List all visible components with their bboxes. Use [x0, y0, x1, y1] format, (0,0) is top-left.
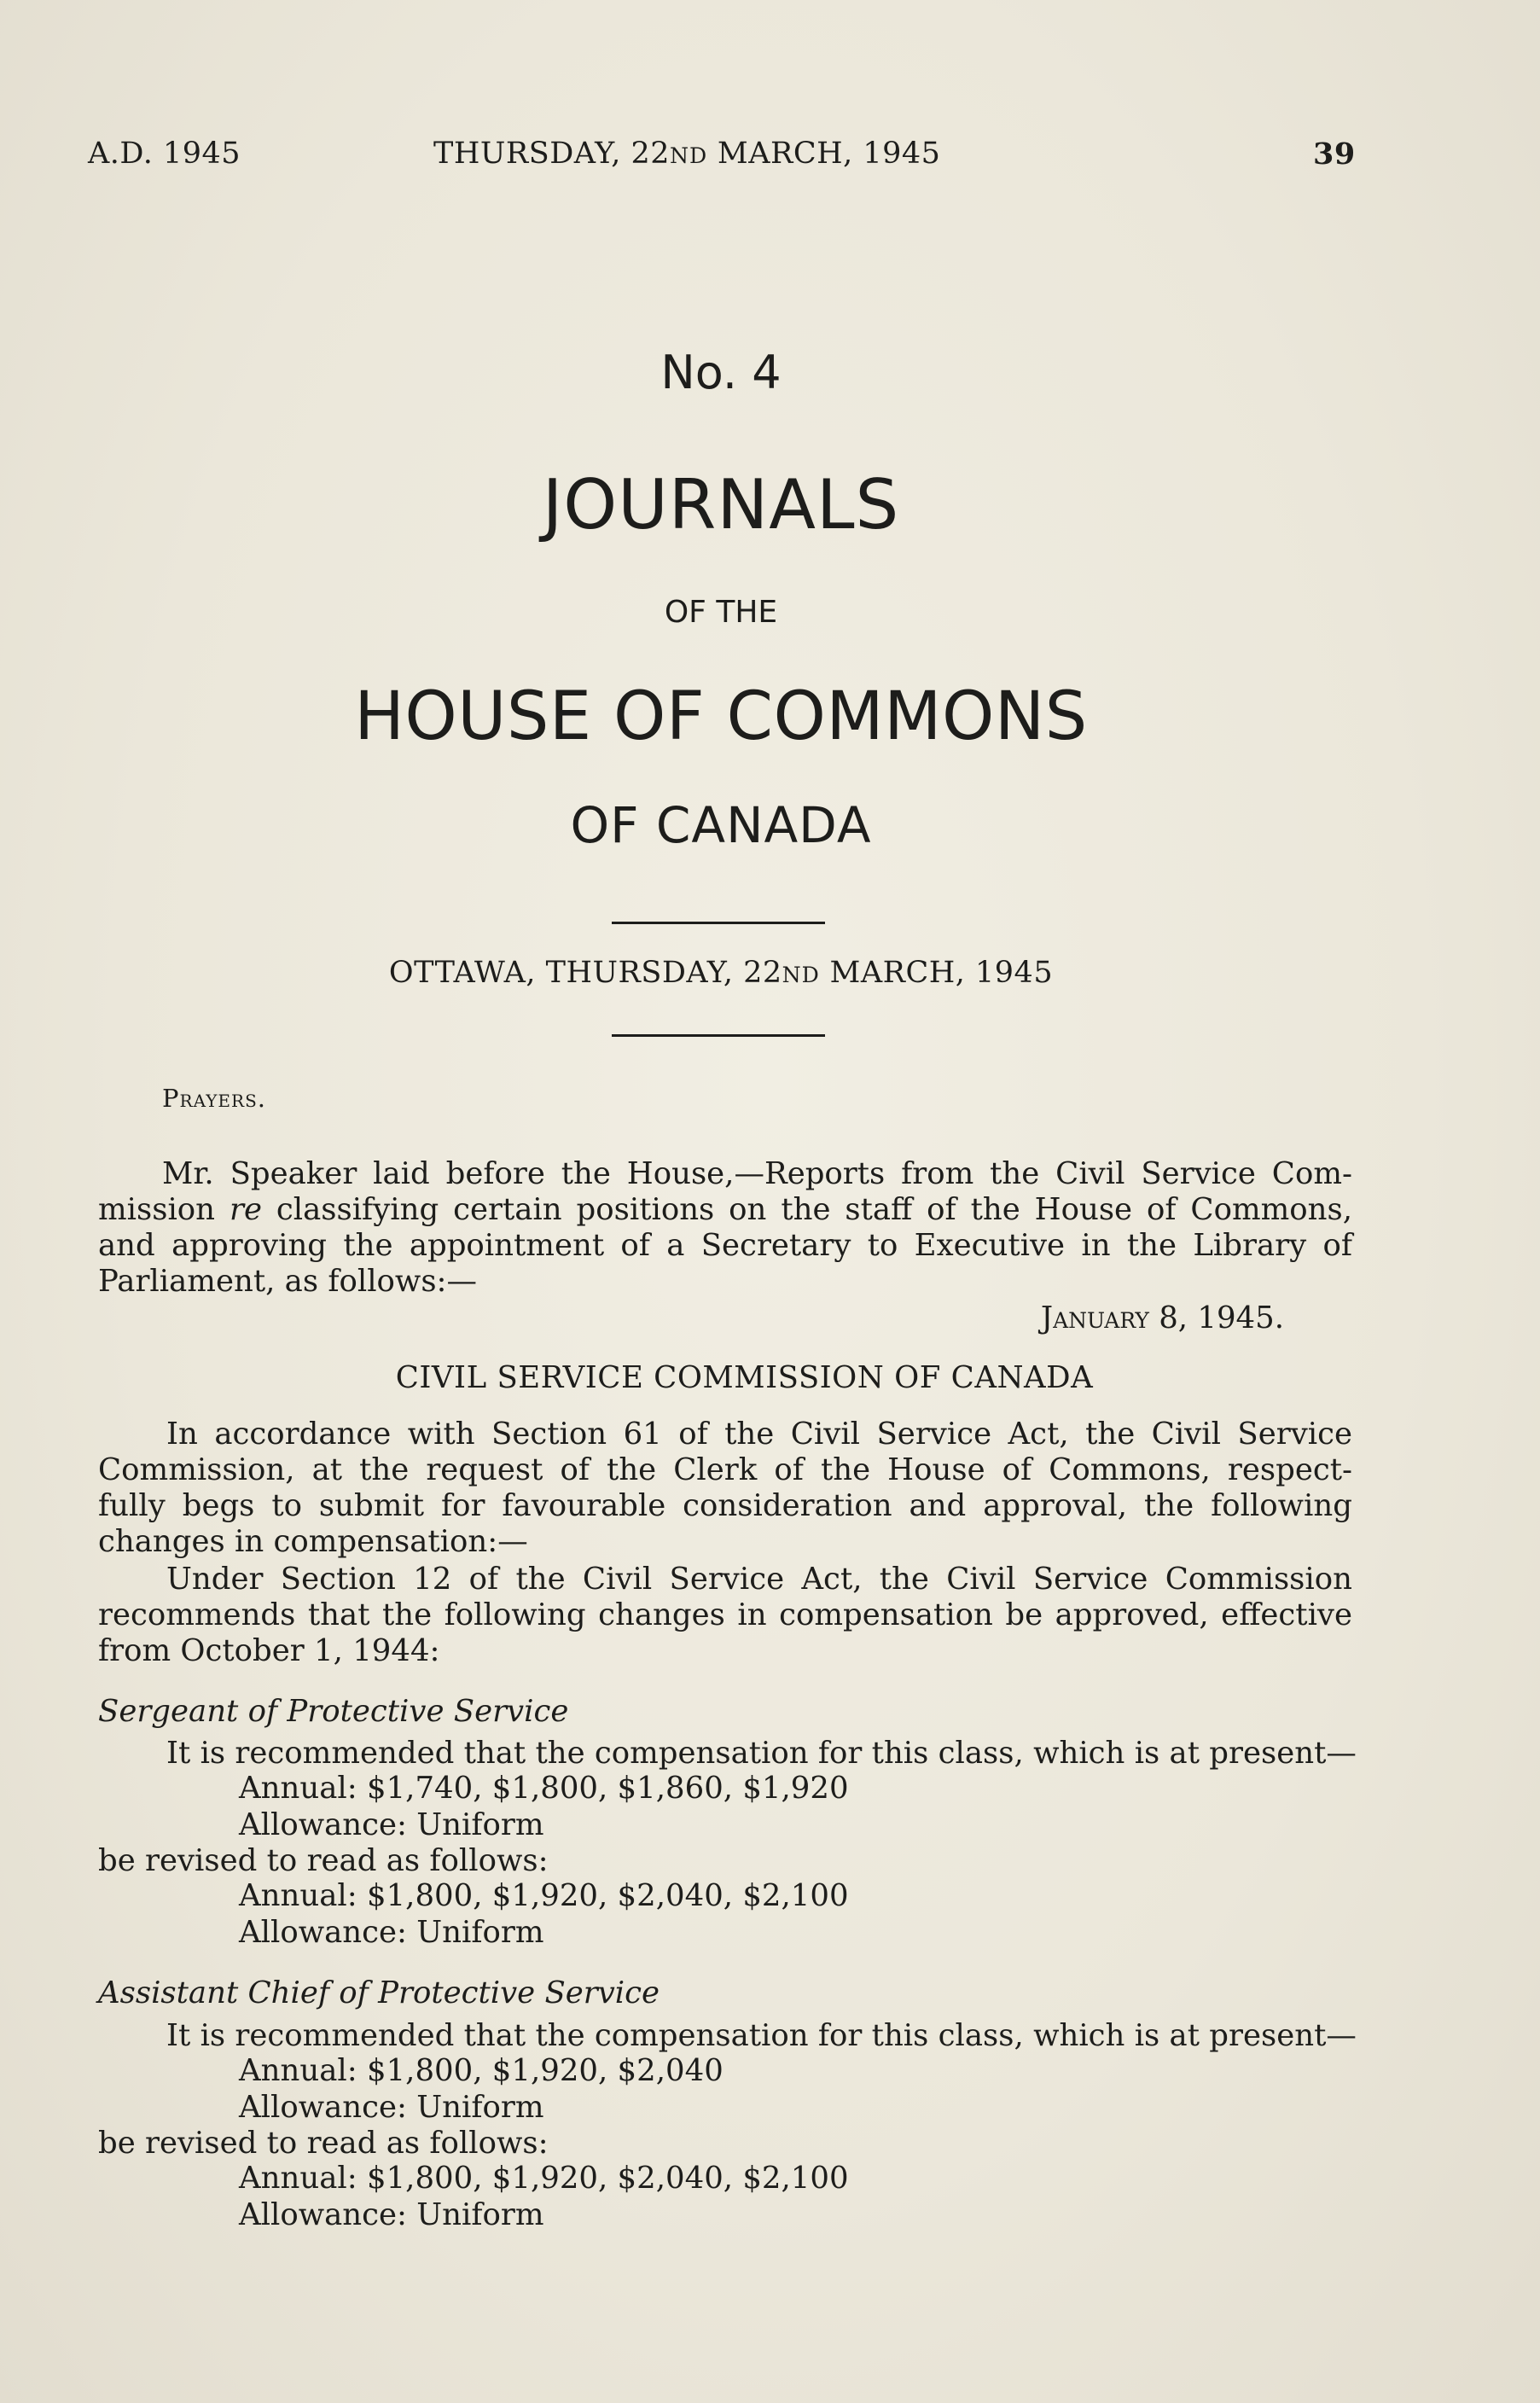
- sergeant-present-allowance: Allowance: Uniform: [239, 1807, 544, 1842]
- header-date: [433, 137, 940, 171]
- header-year: A.D. 1945: [88, 137, 241, 171]
- sitting-date-part2: MARCH, 1945: [819, 956, 1054, 990]
- prayers-heading: Prayers.: [162, 1084, 266, 1113]
- header-date-part2: MARCH, 1945: [707, 137, 941, 171]
- intro-line-2b: classifying certain positions on the staff of the House of Commons,: [261, 1192, 1353, 1227]
- sitting-date: [0, 956, 1442, 990]
- sergeant-revised-annual: Annual: $1,800, $1,920, $2,040, $2,100: [239, 1878, 849, 1913]
- section12-paragraph: [98, 1562, 1352, 1669]
- sitting-date-ordinal: ND: [782, 963, 820, 987]
- section-heading-assistant-chief: Assistant Chief of Protective Service: [98, 1975, 660, 2010]
- title-of-the: OF THE: [664, 595, 778, 630]
- para1-line-4: changes in compensation:—: [98, 1524, 528, 1559]
- para1-line-2: Commission, at the request of the Clerk of the House of Commons, respect-: [98, 1452, 1352, 1487]
- assistant-chief-present-allowance: Allowance: Uniform: [239, 2090, 544, 2125]
- assistant-chief-recommend: It is recommended that the compensation for this class, which is at present—: [166, 2018, 1357, 2053]
- sergeant-revised-allowance: Allowance: Uniform: [239, 1915, 544, 1950]
- assistant-chief-revised-allowance: Allowance: Uniform: [239, 2197, 544, 2232]
- sitting-date-part1: OTTAWA, THURSDAY, 22: [388, 956, 782, 990]
- para1-line-3: fully begs to submit for favourable consideration and approval, the following: [98, 1488, 1352, 1523]
- intro-line-1: Mr. Speaker laid before the House,—Reports from the Civil Service Com-: [162, 1156, 1352, 1191]
- sergeant-revised-label: be revised to read as follows:: [98, 1843, 549, 1878]
- title-journals: JOURNALS: [542, 465, 900, 544]
- letter-date: January 8, 1945.: [1040, 1300, 1284, 1335]
- assistant-chief-present-annual: Annual: $1,800, $1,920, $2,040: [239, 2053, 724, 2088]
- title-of-canada: OF CANADA: [570, 796, 872, 854]
- section-heading-sergeant: Sergeant of Protective Service: [98, 1694, 569, 1729]
- title-house-of-commons: HOUSE OF COMMONS: [354, 678, 1088, 755]
- sergeant-present-annual: Annual: $1,740, $1,800, $1,860, $1,920: [239, 1771, 849, 1806]
- header-date-part1: THURSDAY, 22: [433, 137, 670, 171]
- sergeant-recommend: It is recommended that the compensation for this class, which is at present—: [166, 1736, 1357, 1771]
- page-number: 39: [1313, 137, 1356, 172]
- commission-heading: CIVIL SERVICE COMMISSION OF CANADA: [395, 1360, 1094, 1395]
- para2-line-3: from October 1, 1944:: [98, 1633, 440, 1668]
- intro-paragraph: [98, 1156, 1352, 1300]
- divider-top: [612, 922, 825, 924]
- intro-line-2a: mission: [98, 1192, 230, 1227]
- accordance-paragraph: [98, 1417, 1352, 1560]
- para2-line-2: recommends that the following changes in compensation be approved, effective: [98, 1597, 1352, 1632]
- intro-re: re: [229, 1192, 262, 1227]
- assistant-chief-revised-annual: Annual: $1,800, $1,920, $2,040, $2,100: [239, 2161, 849, 2196]
- header-date-ordinal: ND: [670, 143, 708, 168]
- divider-bottom: [612, 1034, 825, 1037]
- para1-line-1: In accordance with Section 61 of the Civil Service Act, the Civil Service: [166, 1417, 1352, 1452]
- assistant-chief-revised-label: be revised to read as follows:: [98, 2126, 549, 2161]
- journal-number: No. 4: [660, 346, 782, 399]
- para2-line-1: Under Section 12 of the Civil Service Act, the Civil Service Commission: [166, 1562, 1352, 1597]
- intro-line-2: [98, 1192, 1352, 1228]
- intro-line-4: Parliament, as follows:—: [98, 1264, 477, 1299]
- intro-line-3: and approving the appointment of a Secretary to Executive in the Library of: [98, 1228, 1352, 1263]
